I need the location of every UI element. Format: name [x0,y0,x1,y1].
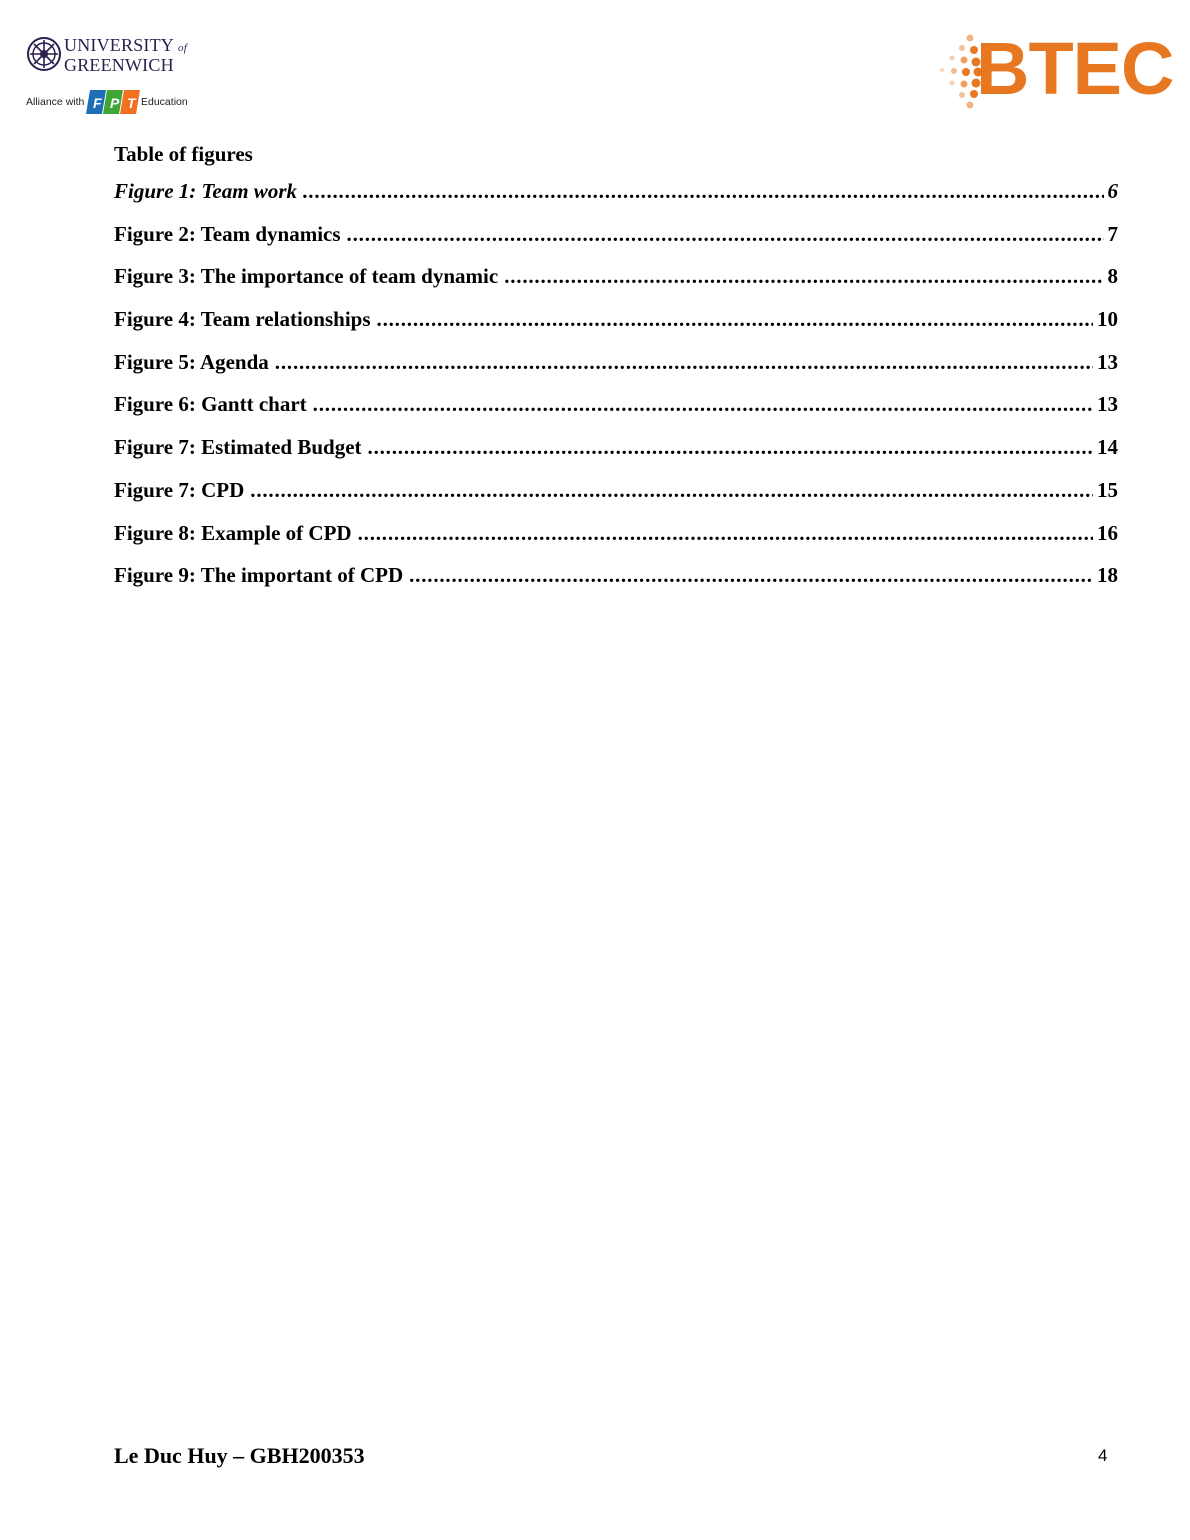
toc-entry[interactable] [114,436,1118,479]
toc-entry[interactable] [114,308,1118,351]
toc-entry-page[interactable]: 7 [1107,221,1118,246]
toc-entry[interactable] [114,351,1118,394]
toc-leader-dots [377,308,1093,330]
greenwich-seal-icon [26,36,62,72]
university-of-greenwich-logo [26,36,196,76]
toc-leader-dots [409,564,1093,586]
footer-author: Le Duc Huy – GBH200353 [114,1443,365,1468]
greenwich-line: GREENWICH [64,55,174,75]
toc-entry-label[interactable]: Figure 7: CPD [114,477,245,502]
toc-entry-label[interactable]: Figure 9: The important of CPD [114,563,404,588]
toc-entry[interactable] [114,223,1118,266]
toc-entry-page[interactable]: 10 [1097,307,1118,332]
fpt-letter-t: T [127,95,136,111]
toc-leader-dots [250,479,1093,501]
toc-entry-label[interactable]: Figure 6: Gantt chart [114,392,307,417]
table-of-figures [114,138,1118,607]
toc-entry-label[interactable]: Figure 7: Estimated Budget [114,435,362,460]
toc-entry-page[interactable]: 18 [1097,563,1118,588]
toc-entry-label[interactable]: Figure 2: Team dynamics [114,221,341,246]
toc-entry-label[interactable]: Figure 1: Team work [114,179,297,203]
toc-entry-label[interactable]: Figure 5: Agenda [114,349,269,374]
toc-entry-label[interactable]: Figure 4: Team relationships [114,307,371,332]
toc-leader-dots [358,522,1093,544]
alliance-prefix: Alliance with [26,96,85,108]
page-header [0,0,1190,130]
toc-entry[interactable] [114,522,1118,565]
toc-title: Table of figures [114,142,253,166]
btec-logo [934,27,1174,110]
toc-entry-page[interactable]: 6 [1107,179,1118,203]
toc-entry-label[interactable]: Figure 8: Example of CPD [114,520,352,545]
toc-leader-dots [313,393,1093,415]
toc-leader-dots [303,180,1104,202]
fpt-letter-f: F [93,95,102,111]
toc-entry-page[interactable]: 15 [1097,477,1118,502]
alliance-fpt-logo [26,86,196,118]
fpt-letter-p: P [110,95,120,111]
university-of: of [178,42,187,54]
toc-entry-page[interactable]: 16 [1097,520,1118,545]
toc-entry-page[interactable]: 8 [1107,264,1118,289]
toc-entry[interactable] [114,393,1118,436]
toc-entry-page[interactable]: 13 [1097,392,1118,417]
toc-list [114,180,1118,607]
toc-leader-dots [504,265,1103,287]
toc-leader-dots [347,223,1104,245]
toc-entry-page[interactable]: 13 [1097,349,1118,374]
fpt-logo-icon [84,86,146,118]
alliance-suffix: Education [141,96,188,108]
toc-entry-page[interactable]: 14 [1097,435,1118,460]
toc-leader-dots [368,436,1093,458]
footer-page-number: 4 [1098,1446,1108,1465]
btec-wordmark: BTEC [976,27,1174,110]
university-line: UNIVERSITY [64,35,174,55]
toc-leader-dots [275,351,1093,373]
toc-entry-label[interactable]: Figure 3: The importance of team dynamic [114,264,499,289]
toc-entry[interactable] [114,180,1118,223]
toc-entry[interactable] [114,479,1118,522]
toc-entry[interactable] [114,564,1118,607]
toc-entry[interactable] [114,265,1118,308]
